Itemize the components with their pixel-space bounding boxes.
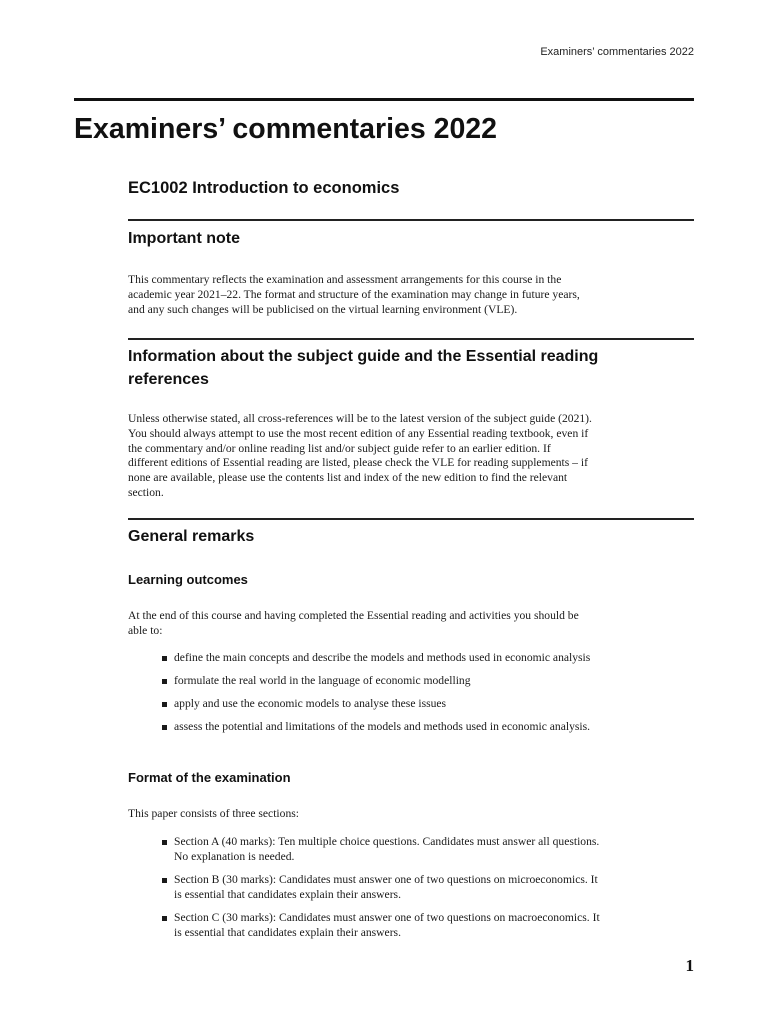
format-intro: This paper consists of three sections:: [128, 807, 299, 820]
bullet-icon: [162, 916, 167, 921]
bullet-icon: [162, 679, 167, 684]
course-title: EC1002 Introduction to economics: [128, 179, 400, 197]
learning-outcomes-heading: Learning outcomes: [128, 572, 248, 587]
format-item: Section C (30 marks): Candidates must answer one of two questions on macroeconomics. It is essential that candidates explain their answers.: [174, 911, 600, 939]
bullet-icon: [162, 702, 167, 707]
bullet-icon: [162, 878, 167, 883]
subject-guide-text: Unless otherwise stated, all cross-references will be to the latest version of the subject guide (2021). You should always attempt to use the most recent edition of any Essential reading textbook, even if the commentary and/or online reading list and/or subject guide refer to an earlier edition. If different editions of Essential reading are listed, please check the VLE for reading supplements – if none are available, please use the contents list and index of the new edition to find the relevant section.: [128, 412, 592, 499]
format-heading: Format of the examination: [128, 770, 291, 785]
subject-guide-heading: Information about the subject guide and the Essential reading references: [128, 348, 599, 388]
learning-outcome-item: assess the potential and limitations of the models and methods used in economic analysis.: [174, 720, 591, 733]
section-divider: [128, 338, 694, 340]
bullet-icon: [162, 725, 167, 730]
format-item: Section B (30 marks): Candidates must answer one of two questions on microeconomics. It is essential that candidates explain their answers.: [174, 873, 598, 901]
bullet-icon: [162, 840, 167, 845]
page-number: 1: [685, 956, 694, 975]
important-note-heading: Important note: [128, 230, 240, 247]
learning-outcomes-intro: At the end of this course and having completed the Essential reading and activities you should be able to:: [128, 609, 579, 637]
general-remarks-heading: General remarks: [128, 528, 255, 545]
document-title: Examiners’ commentaries 2022: [74, 113, 498, 145]
learning-outcome-item: formulate the real world in the language of economic modelling: [174, 674, 471, 687]
learning-outcome-item: apply and use the economic models to analyse these issues: [174, 697, 447, 710]
bullet-icon: [162, 656, 167, 661]
section-divider: [128, 219, 694, 221]
running-header: Examiners’ commentaries 2022: [540, 46, 694, 58]
title-rule: [74, 98, 694, 101]
learning-outcome-item: define the main concepts and describe the models and methods used in economic analysis: [174, 651, 591, 664]
section-divider: [128, 518, 694, 520]
format-item: Section A (40 marks): Ten multiple choice questions. Candidates must answer all questions. No explanation is needed.: [174, 835, 600, 863]
important-note-text: This commentary reflects the examination and assessment arrangements for this course in the academic year 2021–22. The format and structure of the examination may change in future years, and any such changes will be publicised on the virtual learning environment (VLE).: [128, 273, 580, 316]
